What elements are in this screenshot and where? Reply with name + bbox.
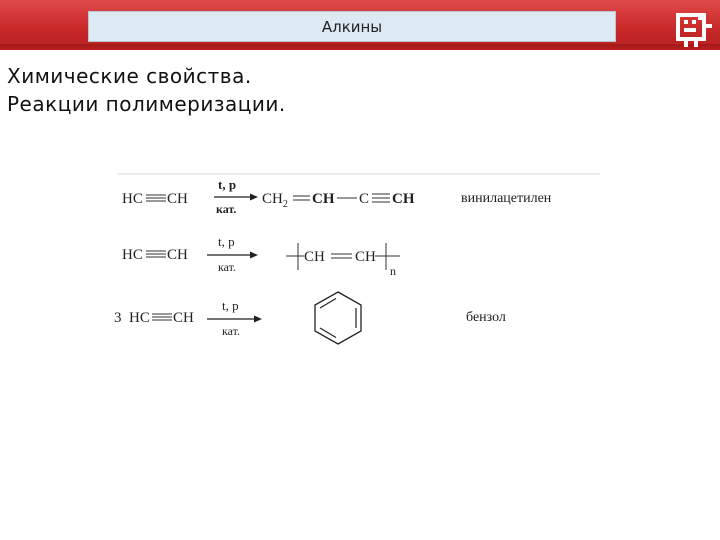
reaction-1-reactant-left: HC (122, 191, 143, 207)
reaction-2-subscript-n: n (390, 264, 396, 278)
reaction-3-conditions-bottom: кат. (222, 324, 241, 338)
page-title: Алкины (88, 11, 616, 42)
reaction-1-product-c: C (359, 191, 370, 207)
reaction-1-conditions-bottom: кат. (216, 202, 237, 216)
reaction-1-reactant-right: CH (167, 191, 188, 207)
reaction-2-reactant-left: HC (122, 247, 143, 263)
reaction-3 (114, 292, 506, 344)
reaction-3-reactant-right: CH (173, 310, 194, 326)
reaction-2 (122, 234, 400, 278)
reaction-2-product-ch-2: CH (355, 249, 376, 265)
reaction-2-reactant-right: CH (167, 247, 188, 263)
subtitle-line-1: Химические свойства. (7, 64, 252, 88)
reaction-1-product-ch-end: CH (392, 191, 415, 207)
reaction-3-name: бензол (466, 310, 506, 325)
benzene-ring-icon (315, 292, 361, 344)
reaction-3-reactant-left: HC (129, 310, 150, 326)
reaction-1-name: винилацетилен (461, 191, 552, 206)
reaction-1 (122, 177, 552, 216)
reaction-2-conditions-top: t, p (218, 234, 235, 249)
reaction-1-product-ch: CH (312, 191, 335, 207)
reaction-2-product-ch-1: CH (304, 249, 325, 265)
reaction-3-coefficient: 3 (114, 310, 122, 326)
reaction-1-product-ch2: $CH_2$ (262, 191, 288, 210)
reaction-2-conditions-bottom: кат. (218, 260, 237, 274)
subtitle-line-2: Реакции полимеризации. (7, 92, 286, 116)
reaction-1-conditions-top: t, p (218, 177, 237, 192)
reaction-3-conditions-top: t, p (222, 298, 239, 313)
